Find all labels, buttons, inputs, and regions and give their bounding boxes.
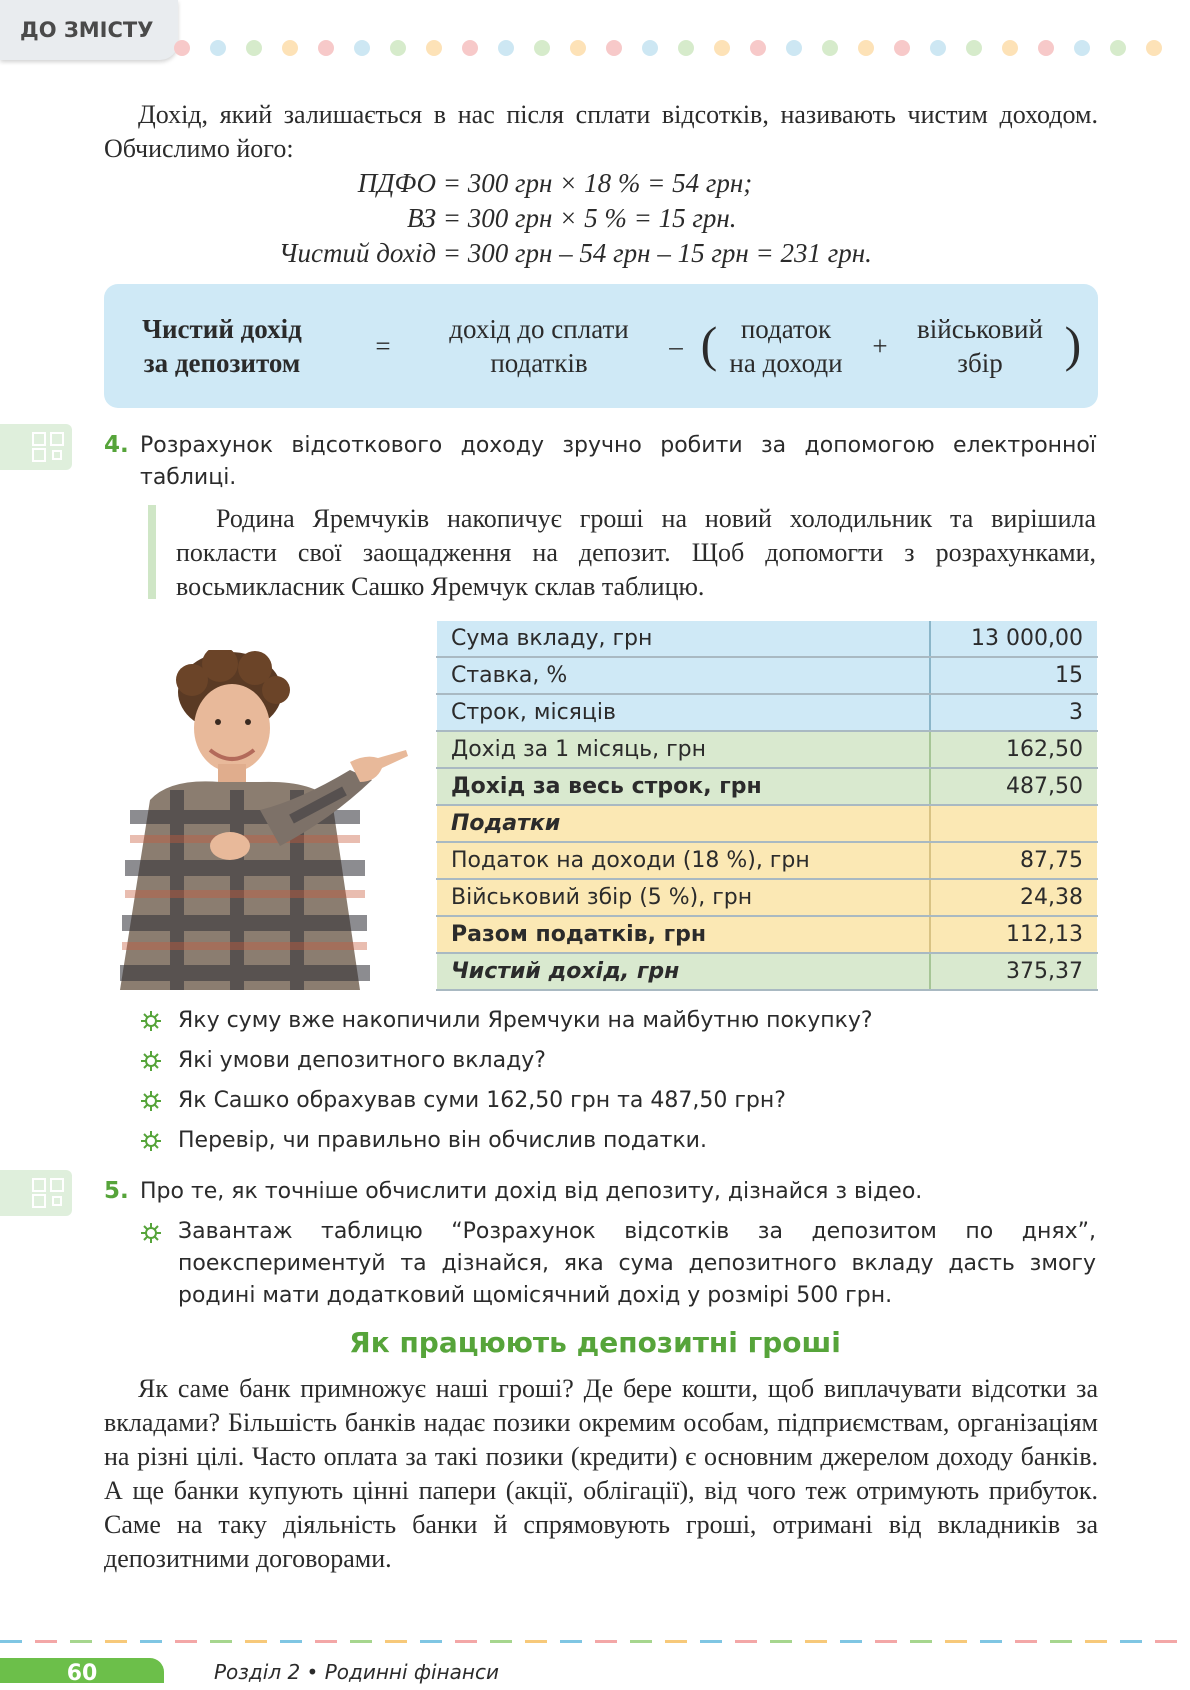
formula-result-line2: за депозитом xyxy=(143,348,301,378)
row-label: Ставка, % xyxy=(437,657,930,694)
decorative-dot xyxy=(246,40,262,56)
row-label: Дохід за весь строк, грн xyxy=(437,768,930,805)
open-paren: ( xyxy=(700,316,718,372)
decorative-dash xyxy=(175,1640,197,1643)
net-income-formula-box xyxy=(104,284,1098,408)
intro-paragraph: Дохід, який залишається в нас після сплати відсотків, називають чистим доходом. Обчислимо його: xyxy=(104,100,1098,163)
decorative-dash xyxy=(105,1640,127,1643)
qr-code-icon[interactable] xyxy=(0,1170,72,1216)
decorative-dash xyxy=(0,1640,22,1643)
quote-bar xyxy=(148,505,156,599)
task4-text: Розрахунок відсоткового доходу зручно робити за допомогою електронної таблиці. xyxy=(140,433,1096,490)
decorative-dots xyxy=(174,40,1184,60)
decorative-dot xyxy=(462,40,478,56)
row-value: 15 xyxy=(930,657,1098,694)
decorative-dash xyxy=(595,1640,617,1643)
task4-story: Родина Яремчуків накопичує гроші на новий холодильник та вирішила покласти свої заощадження на депозит. Щоб допомогти з розрахунками, восьмикласник Сашко Яремчук склав таблицю. xyxy=(176,504,1096,601)
decorative-dot xyxy=(426,40,442,56)
formula-term-tax xyxy=(716,312,856,380)
term-line2: збір xyxy=(957,348,1003,378)
decorative-dot xyxy=(930,40,946,56)
term-line1: дохід до сплати xyxy=(449,314,629,344)
decorative-dot xyxy=(318,40,334,56)
task-number: 4. xyxy=(104,432,129,458)
decorative-dot xyxy=(1074,40,1090,56)
close-paren: ) xyxy=(1064,316,1082,372)
decorative-dot xyxy=(786,40,802,56)
decorative-dot xyxy=(822,40,838,56)
formula-result-line1: Чистий дохід xyxy=(142,314,302,344)
formula-lhs: Чистий дохід xyxy=(278,238,436,268)
decorative-dot xyxy=(390,40,406,56)
decorative-dot xyxy=(858,40,874,56)
plus-sign: + xyxy=(872,331,888,361)
table-row xyxy=(437,620,1098,657)
row-label: Чистий дохід, грн xyxy=(437,953,930,990)
decorative-dot xyxy=(642,40,658,56)
decorative-dash xyxy=(1120,1640,1142,1643)
decorative-dash xyxy=(735,1640,757,1643)
decorative-dash xyxy=(35,1640,57,1643)
row-value: 13 000,00 xyxy=(930,620,1098,657)
row-value: 112,13 xyxy=(930,916,1098,953)
table-row xyxy=(437,768,1098,805)
question-text: Перевір, чи правильно він обчислив податки. xyxy=(178,1128,707,1153)
formula-term-income xyxy=(404,312,674,380)
decorative-dash xyxy=(420,1640,442,1643)
row-value xyxy=(930,805,1098,842)
decorative-dot xyxy=(1002,40,1018,56)
equals-sign: = xyxy=(375,331,391,361)
decorative-dot xyxy=(1038,40,1054,56)
table-row xyxy=(437,731,1098,768)
decorative-dot xyxy=(714,40,730,56)
formula-rhs: = 300 грн – 54 грн – 15 грн = 231 грн. xyxy=(442,238,872,268)
decorative-dash xyxy=(385,1640,407,1643)
term-line2: податків xyxy=(490,348,588,378)
term-line1: військовий xyxy=(917,314,1043,344)
term-line1: податок xyxy=(740,314,832,344)
decorative-dot xyxy=(282,40,298,56)
task5-text: Про те, як точніше обчислити дохід від депозиту, дізнайся з відео. xyxy=(140,1179,923,1204)
qr-code-icon[interactable] xyxy=(0,424,72,470)
formula-lhs: ВЗ xyxy=(407,203,436,233)
decorative-dash xyxy=(945,1640,967,1643)
formula-vz xyxy=(250,203,737,234)
formula-term-military xyxy=(900,312,1060,380)
decorative-dash xyxy=(525,1640,547,1643)
row-label: Строк, місяців xyxy=(437,694,930,731)
sun-star-icon xyxy=(140,1222,162,1244)
table-row xyxy=(437,953,1098,990)
decorative-dashes xyxy=(0,1640,1190,1644)
row-value: 487,50 xyxy=(930,768,1098,805)
decorative-dash xyxy=(665,1640,687,1643)
task5-subtask: Завантаж таблицю “Розрахунок відсотків за депозитом по днях”, поекспериментуй та дізнайся, яка сума депозитного вкладу дасть змогу родині мати додатковий щомісячний дохід у розмірі 500 грн. xyxy=(178,1219,1096,1308)
decorative-dash xyxy=(140,1640,162,1643)
decorative-dash xyxy=(700,1640,722,1643)
section-heading: Як працюють депозитні гроші xyxy=(349,1326,841,1359)
decorative-dash xyxy=(875,1640,897,1643)
decorative-dot xyxy=(1146,40,1162,56)
decorative-dash xyxy=(490,1640,512,1643)
decorative-dash xyxy=(630,1640,652,1643)
decorative-dash xyxy=(70,1640,92,1643)
row-value: 3 xyxy=(930,694,1098,731)
row-label: Податки xyxy=(437,805,930,842)
row-value: 162,50 xyxy=(930,731,1098,768)
decorative-dash xyxy=(1085,1640,1107,1643)
decorative-dash xyxy=(560,1640,582,1643)
sun-star-icon xyxy=(140,1090,162,1112)
toc-link[interactable] xyxy=(0,0,178,60)
sun-star-icon xyxy=(140,1050,162,1072)
decorative-dot xyxy=(750,40,766,56)
sun-star-icon xyxy=(140,1130,162,1152)
decorative-dot xyxy=(606,40,622,56)
minus-sign: – xyxy=(669,331,683,361)
decorative-dot xyxy=(498,40,514,56)
table-row xyxy=(437,879,1098,916)
formula-rhs: = 300 грн × 18 % = 54 грн; xyxy=(442,168,753,198)
decorative-dash xyxy=(1155,1640,1177,1643)
decorative-dot xyxy=(1110,40,1126,56)
table-row xyxy=(437,805,1098,842)
table-row xyxy=(437,694,1098,731)
row-value: 87,75 xyxy=(930,842,1098,879)
row-label: Сума вкладу, грн xyxy=(437,620,930,657)
decorative-dash xyxy=(245,1640,267,1643)
decorative-dot xyxy=(210,40,226,56)
row-label: Податок на доходи (18 %), грн xyxy=(437,842,930,879)
decorative-dot xyxy=(894,40,910,56)
section-paragraph: Як саме банк примножує наші гроші? Де бере кошти, щоб виплачувати відсотки за вкладами? Більшість банків надає позики окремим особам, підприємствам, організаціям на різні цілі. Часто оплата за такі позики (кредити) є основним джерелом доходу банків. А ще банки купують цінні папери (акції, облігації), від чого теж отримують прибуток. Саме на таку діяльність банки й спрямовують гроші, отримані від вкладників за депозитними договорами. xyxy=(104,1374,1098,1573)
row-label: Дохід за 1 місяць, грн xyxy=(437,731,930,768)
table-row xyxy=(437,916,1098,953)
decorative-dash xyxy=(840,1640,862,1643)
term-line2: на доходи xyxy=(729,348,843,378)
decorative-dash xyxy=(980,1640,1002,1643)
decorative-dash xyxy=(210,1640,232,1643)
decorative-dash xyxy=(1015,1640,1037,1643)
boy-pointing-illustration xyxy=(110,650,410,990)
decorative-dot xyxy=(354,40,370,56)
row-value: 375,37 xyxy=(930,953,1098,990)
row-value: 24,38 xyxy=(930,879,1098,916)
sun-star-icon xyxy=(140,1010,162,1032)
row-label: Разом податків, грн xyxy=(437,916,930,953)
formula-pdfo xyxy=(250,168,752,199)
decorative-dash xyxy=(350,1640,372,1643)
decorative-dash xyxy=(280,1640,302,1643)
chapter-title: Розділ 2 • Родинні фінанси xyxy=(214,1660,499,1684)
decorative-dash xyxy=(1050,1640,1072,1643)
formula-lhs: ПДФО xyxy=(357,168,436,198)
decorative-dot xyxy=(570,40,586,56)
decorative-dot xyxy=(534,40,550,56)
question-text: Як Сашко обрахував суми 162,50 грн та 487,50 грн? xyxy=(178,1088,786,1113)
decorative-dash xyxy=(770,1640,792,1643)
page-number: 60 xyxy=(0,1658,164,1683)
task-number: 5. xyxy=(104,1178,129,1204)
deposit-calculation-table xyxy=(436,619,1098,991)
table-row xyxy=(437,842,1098,879)
decorative-dash xyxy=(910,1640,932,1643)
table-row xyxy=(437,657,1098,694)
decorative-dash xyxy=(455,1640,477,1643)
formula-result xyxy=(122,312,322,380)
toc-label: ДО ЗМІСТУ xyxy=(20,18,154,42)
decorative-dot xyxy=(966,40,982,56)
question-text: Яку суму вже накопичили Яремчуки на майбутню покупку? xyxy=(178,1008,873,1033)
decorative-dot xyxy=(678,40,694,56)
formula-net-income xyxy=(250,238,872,269)
formula-rhs: = 300 грн × 5 % = 15 грн. xyxy=(442,203,737,233)
row-label: Військовий збір (5 %), грн xyxy=(437,879,930,916)
question-text: Які умови депозитного вкладу? xyxy=(178,1048,546,1073)
decorative-dot xyxy=(174,40,190,56)
decorative-dash xyxy=(805,1640,827,1643)
decorative-dash xyxy=(315,1640,337,1643)
